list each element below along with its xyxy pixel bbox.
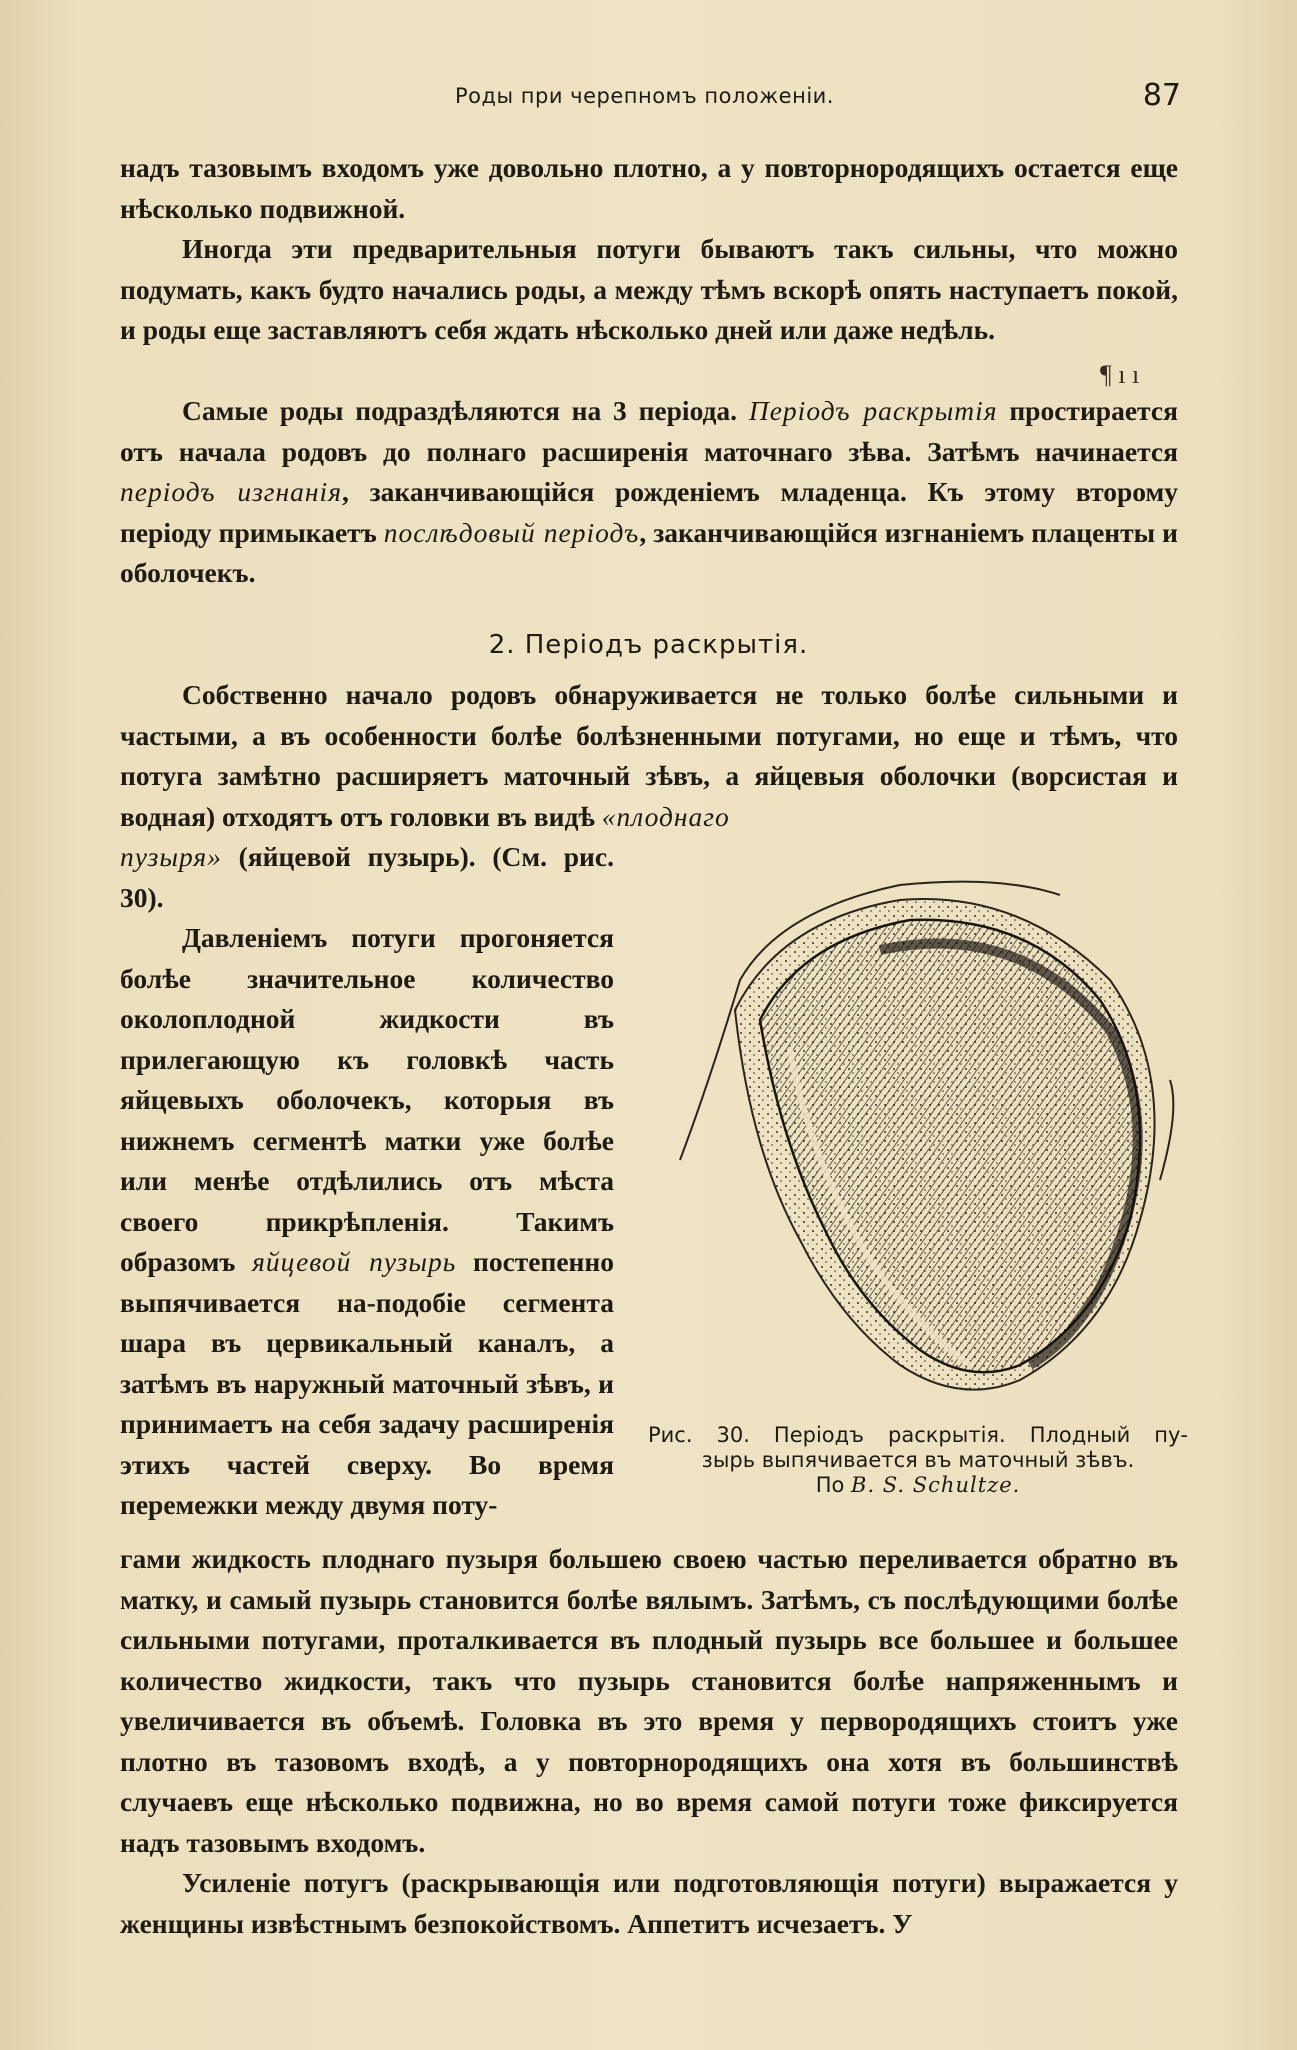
term-amniotic-sac-end: пузыря» (120, 841, 222, 872)
caption-author: B. S. Schultze. (851, 1473, 1021, 1497)
paragraph-continuation: надъ тазовымъ входомъ уже довольно плотно, а у повторнородящихъ остается еще нѣсколько подвижной. (120, 152, 1178, 224)
paragraph-labor-periods: Самые роды подраздѣляются на 3 періода. Періодъ раскрытія простирается отъ начала родовъ до полнаго расширенія маточнаго зѣва. Затѣмъ начинается періодъ изгнанія, заканчивающійся рожденіемъ младенца. Къ этому второму періоду примыкаетъ послѣдовый періодъ, заканчивающійся изгнаніемъ плаценты и оболочекъ. (120, 395, 1178, 588)
section-heading: 2. Періодъ раскрытія. (488, 630, 809, 660)
term-dilation-period: Періодъ раскрытія (748, 395, 998, 426)
paragraph-bag-of-waters: Давленіемъ потуги прогоняется болѣе значительное количество околоплодной жидкости въ прилегающую къ головкѣ часть яйцевыхъ оболочекъ, которыя въ нижнемъ сегментѣ матки уже болѣе или менѣе отдѣлились отъ мѣста своего прикрѣпленія. Такимъ образомъ яйцевой пузырь постепенно выпячивается на-подобіе сегмента шара въ цервикальный каналъ, а затѣмъ въ наружный маточный зѣвъ, и принимаетъ на себя задачу расширенія этихъ частей сверху. Во время перемежки между двумя поту- (120, 922, 614, 1520)
ink-stain-mark: ¶ ı ı (1100, 360, 1140, 389)
paragraph-preliminary-contractions: Иногда эти предварительныя потуги бываютъ такъ сильны, что можно подумать, какъ будто начались роды, а между тѣмъ вскорѣ опять наступаетъ покой, и роды еще заставляютъ себя ждать нѣсколько дней или даже недѣль. (120, 233, 1178, 345)
caption-line-3: По B. S. Schultze. (815, 1473, 1021, 1497)
figure-30-bag-of-waters (640, 860, 1200, 1420)
caption-line-2: зырь выпячивается въ маточный зѣвъ. (701, 1448, 1135, 1472)
paragraph-contraction-increase: Усиленіе потугъ (раскрывающія или подготовляющія потуги) выражается у женщины извѣстнымъ безпокойствомъ. Аппетитъ исчезаетъ. У (120, 1867, 1178, 1939)
paragraph-onset-of-labor-end: пузыря» (яйцевой пузырь). (См. рис. 30). (120, 841, 614, 913)
page-header (125, 78, 1185, 118)
term-bag-of-waters: яйцевой пузырь (252, 1246, 457, 1277)
figure-caption (648, 1423, 1188, 1498)
paragraph-onset-of-labor: Собственно начало родовъ обнаруживается не только болѣе сильными и частыми, а въ особенности болѣе болѣзненными потугами, но еще и тѣмъ, что потуга замѣтно расширяетъ маточный зѣвъ, а яйцевыя оболочки (ворсистая и водная) отходятъ отъ головки въ видѣ «плоднаго (120, 679, 1178, 832)
caption-line-1: Рис. 30. Періодъ раскрытія. Плодный пу- (648, 1423, 1188, 1447)
term-expulsion-period: періодъ изгнанія (120, 476, 342, 507)
term-amniotic-sac: «плоднаго (601, 800, 730, 832)
page-number: 87 (1142, 78, 1181, 113)
running-title: Роды при черепномъ положеніи. (455, 84, 834, 108)
paragraph-sac-tension: гами жидкость плоднаго пузыря большею своею частью переливается обратно въ матку, и самый пузырь становится болѣе вялымъ. Затѣмъ, съ послѣдующими болѣе сильными потугами, проталкивается въ плодный пузырь все большее и большее количество жидкости, такъ что пузырь становится болѣе напряженнымъ и увеличивается въ объемѣ. Головка въ это время у первородящихъ стоитъ уже плотно въ тазовомъ входѣ, а у повторнородящихъ она хотя въ большинствѣ случаевъ еще нѣсколько подвижна, но во время самой потуги тоже фиксируется надъ тазовымъ входомъ. (120, 1543, 1178, 1858)
term-afterbirth-period: послѣдовый періодъ (383, 516, 640, 548)
